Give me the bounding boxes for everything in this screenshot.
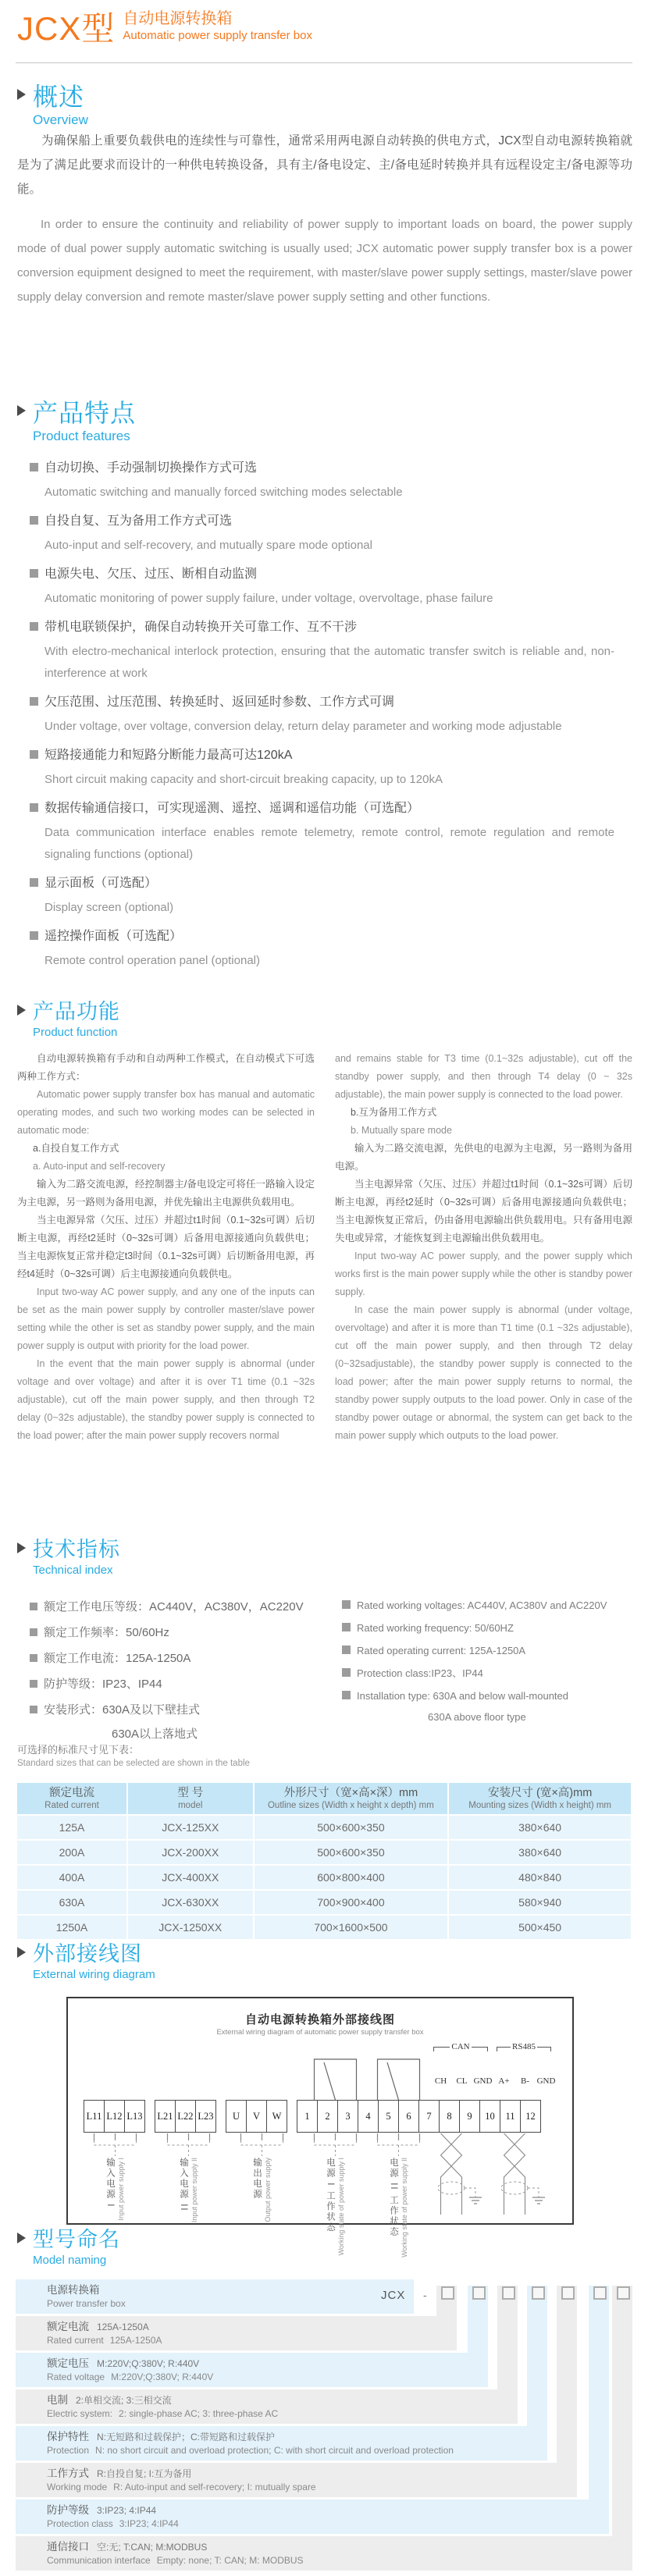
wire-label-cn: 输入电源 I bbox=[105, 2158, 115, 2208]
table-cell: JCX-1250XX bbox=[128, 1916, 253, 1939]
feature-list bbox=[30, 457, 632, 978]
wire-label-en: Output power supply bbox=[264, 2158, 272, 2222]
square-bullet-icon bbox=[30, 1628, 37, 1636]
section-title-cn: 产品功能 bbox=[33, 1000, 120, 1023]
terminal-cell: L12 bbox=[104, 2100, 125, 2133]
technical-text-continuation: 630A以上落地式 bbox=[112, 1727, 198, 1741]
square-bullet-icon bbox=[30, 1680, 37, 1688]
function-column-left bbox=[17, 1050, 315, 1445]
naming-row bbox=[16, 2536, 632, 2571]
feature-text-en: Automatic switching and manually forced switching modes selectable bbox=[45, 486, 403, 499]
naming-row bbox=[16, 2279, 414, 2314]
terminal-cell: 7 bbox=[418, 2100, 440, 2133]
naming-row bbox=[16, 2426, 547, 2460]
technical-item bbox=[30, 1671, 342, 1697]
feature-text-cn: 自动切换、手动强制切换操作方式可选 bbox=[45, 461, 258, 475]
pin-label: CL bbox=[456, 2076, 468, 2086]
feature-text-en: Short circuit making capacity and short-circuit breaking capacity, up to 120kA bbox=[45, 773, 443, 786]
can-label: CAN bbox=[451, 2042, 470, 2051]
table-header-cell bbox=[255, 1783, 448, 1814]
terminal-cell: 4 bbox=[358, 2100, 379, 2133]
square-bullet-icon bbox=[30, 622, 38, 631]
naming-label-en: Rated voltage bbox=[47, 2371, 105, 2382]
function-column-right bbox=[335, 1050, 632, 1445]
wire-label-en: Input power supply I bbox=[117, 2158, 125, 2221]
table-header-cell bbox=[449, 1783, 631, 1814]
technical-text: 安装形式：630A及以下壁挂式 bbox=[44, 1703, 201, 1717]
function-paragraph: In the event that the main power supply is abnormal (under voltage and over voltage) and after it is over T1 time (0.1 ~32s adjustable), cut off the main power supply, and then through T2 delay (0~32s adjustable), the standby power supply is connected to the load power; after the main power supply recovers normal bbox=[17, 1358, 315, 1441]
diagram-title-cn: 自动电源转换箱外部接线图 bbox=[244, 2014, 395, 2026]
function-paragraph: b. Mutually spare mode bbox=[351, 1125, 452, 1136]
feature-item bbox=[30, 691, 632, 738]
section-title-cn: 产品特点 bbox=[33, 399, 137, 427]
terminal-cell: L11 bbox=[84, 2100, 105, 2133]
section-marker-icon bbox=[17, 89, 26, 100]
section-features-heading bbox=[17, 400, 136, 444]
section-marker-icon bbox=[17, 1005, 26, 1016]
technical-item bbox=[342, 1639, 632, 1662]
product-model-title: JCX型 bbox=[17, 10, 116, 47]
twisted-pair-icon bbox=[493, 2133, 557, 2215]
naming-row bbox=[16, 2389, 518, 2424]
feature-text-en: Remote control operation panel (optional) bbox=[45, 954, 260, 967]
bracket-line bbox=[537, 2047, 551, 2051]
naming-label-cn: 保护特性 bbox=[47, 2431, 89, 2443]
feature-item bbox=[30, 872, 632, 919]
table-row bbox=[17, 1866, 631, 1889]
table-cell: 200A bbox=[17, 1841, 126, 1864]
function-paragraph: 自动电源转换箱有手动和自动两种工作模式，在自动模式下可选两种工作方式： bbox=[17, 1053, 315, 1082]
feature-text-cn: 显示面板（可选配） bbox=[45, 877, 158, 890]
table-cell: 480×840 bbox=[449, 1866, 631, 1889]
section-title-cn: 外部接线图 bbox=[33, 1942, 142, 1966]
square-bullet-icon bbox=[30, 697, 38, 706]
section-wiring-heading bbox=[17, 1944, 155, 1981]
feature-text-cn: 数据传输通信接口，可实现遥测、遥控、遥调和遥信功能（可选配） bbox=[45, 802, 420, 815]
section-title-en: Product function bbox=[33, 1026, 118, 1039]
terminal-cell: 6 bbox=[398, 2100, 419, 2133]
model-code-box bbox=[532, 2286, 545, 2300]
section-naming-heading bbox=[17, 2229, 120, 2267]
function-paragraph: 输入为二路交流电源，经控制器主/备电设定可将任一路输入设定为主电源，另一路则为备用电源，并优先输出主电源供负载用电。 bbox=[17, 1179, 315, 1208]
feature-text-en: Automatic monitoring of power supply failure, under voltage, overvoltage, phase failure bbox=[45, 592, 493, 605]
feature-text-cn: 欠压范围、过压范围、转换延时、返回延时参数、工作方式可调 bbox=[45, 696, 395, 709]
table-cell: 380×640 bbox=[449, 1816, 631, 1839]
square-bullet-icon bbox=[30, 1603, 37, 1610]
table-row bbox=[17, 1916, 631, 1939]
naming-label-cn: 额定电压 bbox=[47, 2357, 89, 2369]
bracket-line bbox=[433, 2047, 450, 2051]
rs485-label: RS485 bbox=[512, 2042, 536, 2051]
section-marker-icon bbox=[17, 405, 26, 416]
square-bullet-icon bbox=[30, 516, 38, 525]
section-function-heading bbox=[17, 1002, 120, 1039]
model-code-box bbox=[593, 2286, 607, 2300]
size-note-en: Standard sizes that can be selected are shown in the table bbox=[17, 1759, 250, 1768]
overview-body bbox=[17, 129, 632, 309]
relay-contact-icon bbox=[367, 2048, 430, 2100]
twisted-pair-icon bbox=[430, 2133, 493, 2215]
terminal-group-output bbox=[226, 2100, 287, 2133]
table-cell: 700×1600×500 bbox=[255, 1916, 448, 1939]
terminal-cell: V bbox=[246, 2100, 267, 2133]
technical-item bbox=[30, 1594, 342, 1620]
feature-text-en: With electro-mechanical interlock protection, ensuring that the automatic transfer switch is reliable and, non-interference at work bbox=[45, 645, 614, 680]
product-title-en: Automatic power supply transfer box bbox=[123, 29, 312, 42]
naming-value-en: 3:IP23; 4:IP44 bbox=[119, 2518, 179, 2529]
header-en: Mounting sizes (Width x height) mm bbox=[468, 1801, 612, 1810]
square-bullet-icon bbox=[30, 931, 38, 940]
technical-text: Rated working voltages: AC440V, AC380V and AC220V bbox=[357, 1599, 607, 1611]
table-cell: 125A bbox=[17, 1816, 126, 1839]
technical-columns bbox=[30, 1594, 632, 1746]
wire-label-group bbox=[304, 2133, 367, 2255]
model-dash: - bbox=[423, 2289, 427, 2301]
square-bullet-icon bbox=[30, 878, 38, 887]
naming-row bbox=[16, 2353, 488, 2387]
terminal-cell: W bbox=[266, 2100, 287, 2133]
technical-text: Rated operating current: 125A-1250A bbox=[357, 1645, 526, 1656]
header-en: Rated current bbox=[45, 1801, 99, 1810]
terminal-strip bbox=[84, 2100, 540, 2133]
section-title-cn: 概述 bbox=[33, 83, 85, 111]
terminal-cell: 1 bbox=[297, 2100, 318, 2133]
wire-label-en: Working state of power supply I bbox=[337, 2158, 345, 2256]
terminal-cell: L22 bbox=[175, 2100, 196, 2133]
naming-row bbox=[16, 2500, 609, 2534]
table-cell: 600×800×400 bbox=[255, 1866, 448, 1889]
table-cell: 380×640 bbox=[449, 1841, 631, 1864]
naming-value-en: M:220V;Q:380V; R:440V bbox=[111, 2371, 214, 2382]
terminal-cell: 8 bbox=[439, 2100, 460, 2133]
header-divider bbox=[16, 62, 632, 63]
section-title-cn: 型号命名 bbox=[33, 2228, 120, 2251]
terminal-cell: L23 bbox=[195, 2100, 216, 2133]
naming-row bbox=[16, 2316, 457, 2350]
feature-text-cn: 遥控操作面板（可选配） bbox=[45, 930, 183, 943]
terminal-group-input2 bbox=[155, 2100, 215, 2133]
naming-label-cn: 通信接口 bbox=[47, 2541, 89, 2553]
pin-label: CH bbox=[434, 2076, 447, 2086]
naming-value-en: N: no short circuit and overload protection; C: with short circuit and overload protection bbox=[95, 2445, 454, 2456]
table-cell: JCX-125XX bbox=[128, 1816, 253, 1839]
model-code-box bbox=[472, 2286, 486, 2300]
technical-text: Rated working frequency: 50/60HZ bbox=[357, 1622, 514, 1634]
wire-stub-icon bbox=[230, 2133, 294, 2157]
table-header-cell bbox=[17, 1783, 126, 1814]
relay-contact-icon bbox=[304, 2048, 367, 2100]
feature-text-en: Data communication interface enables remote telemetry, remote control, remote regulation and remote signaling functions (optional) bbox=[45, 826, 614, 861]
feature-text-cn: 短路接通能力和短路分断能力最高可达120kA bbox=[45, 749, 293, 762]
header-cn: 外形尺寸（宽×高×深）mm bbox=[283, 1787, 418, 1799]
pin-label: B- bbox=[521, 2076, 529, 2086]
square-bullet-icon bbox=[30, 1706, 37, 1713]
model-code-box bbox=[561, 2286, 575, 2300]
naming-value-cn: 空:无; T:CAN; M:MODBUS bbox=[97, 2542, 208, 2553]
function-paragraph: a. Auto-input and self-recovery bbox=[33, 1161, 166, 1172]
product-title-block bbox=[123, 9, 312, 44]
table-cell: JCX-200XX bbox=[128, 1841, 253, 1864]
feature-item bbox=[30, 616, 632, 685]
wire-label-cn: 输入电源 II bbox=[179, 2158, 188, 2212]
table-header-cell bbox=[128, 1783, 253, 1814]
naming-value-en: R: Auto-input and self-recovery; I: mutually spare bbox=[113, 2482, 316, 2492]
table-cell: JCX-630XX bbox=[128, 1891, 253, 1914]
naming-label-en: Working mode bbox=[47, 2482, 108, 2492]
square-bullet-icon bbox=[30, 1654, 37, 1662]
wire-label-group bbox=[367, 2133, 430, 2258]
header-en: model bbox=[178, 1801, 203, 1810]
terminal-cell: 10 bbox=[479, 2100, 500, 2133]
section-marker-icon bbox=[17, 1947, 26, 1958]
model-code-box bbox=[502, 2286, 515, 2300]
terminal-cell: 5 bbox=[378, 2100, 399, 2133]
wire-label-cn: 输出电源 bbox=[252, 2158, 262, 2200]
section-technical-heading bbox=[17, 1539, 120, 1577]
terminal-cell: L21 bbox=[155, 2100, 176, 2133]
function-paragraph: b.互为备用工作方式 bbox=[351, 1107, 437, 1118]
square-bullet-icon bbox=[342, 1668, 351, 1677]
section-title-en: External wiring diagram bbox=[33, 1968, 155, 1981]
table-cell: 700×900×400 bbox=[255, 1891, 448, 1914]
header-cn: 安装尺寸 (宽×高)mm bbox=[487, 1787, 593, 1799]
naming-label-cn: 工作方式 bbox=[47, 2467, 89, 2479]
feature-item bbox=[30, 925, 632, 972]
pin-label: GND bbox=[536, 2076, 556, 2086]
wire-label-en: Input power supply II bbox=[190, 2158, 198, 2223]
feature-text-cn: 自投自复、互为备用工作方式可选 bbox=[45, 514, 233, 528]
feature-text-en: Under voltage, over voltage, conversion delay, return delay parameter and working mode adjustable bbox=[45, 720, 562, 733]
size-note bbox=[17, 1742, 250, 1770]
table-row bbox=[17, 1816, 631, 1839]
naming-value-cn: M:220V;Q:380V; R:440V bbox=[97, 2358, 200, 2369]
wire-label-en: Working state of power supply II bbox=[401, 2158, 408, 2258]
terminal-cell: 2 bbox=[317, 2100, 338, 2133]
model-prefix: JCX bbox=[381, 2289, 406, 2302]
bracket-line bbox=[472, 2047, 488, 2051]
table-cell: 500×450 bbox=[449, 1916, 631, 1939]
feature-item bbox=[30, 744, 632, 791]
ladder-strip bbox=[612, 2286, 632, 2536]
feature-text-cn: 带机电联锁保护，确保自动转换开关可靠工作、互不干涉 bbox=[45, 621, 358, 634]
function-paragraph: and remains stable for T3 time (0.1~32s adjustable), cut off the standby power supply, and then through T4 delay (0 ~ 32s adjustable), the main power supply is connected to the load power. bbox=[335, 1053, 632, 1100]
naming-label-cn: 防护等级 bbox=[47, 2504, 89, 2516]
naming-label-en: Rated current bbox=[47, 2335, 104, 2346]
overview-paragraph-en: In order to ensure the continuity and reliability of power supply to important loads on board, the power supply mode of dual power supply automatic switching is usually used; JCX automatic power supply transfer box is a power conversion equipment designed to meet the requirement, with master/slave power supply settings, master/slave power supply delay conversion and remote master/slave power supply setting and other functions. bbox=[17, 218, 632, 304]
technical-text: 额定工作电流：125A-1250A bbox=[44, 1652, 191, 1665]
terminal-cell: U bbox=[226, 2100, 247, 2133]
section-title-en: Technical index bbox=[33, 1564, 113, 1577]
wire-label-cn: 电源 II 工作状态 bbox=[389, 2158, 398, 2237]
wire-stub-icon bbox=[367, 2133, 430, 2157]
terminal-group-input1 bbox=[84, 2100, 144, 2133]
bracket-line bbox=[497, 2047, 511, 2051]
overview-paragraph-cn: 为确保船上重要负载供电的连续性与可靠性，通常采用两电源自动转换的供电方式，JCX型自动电源转换箱就是为了满足此要求而设计的一种供电转换设备，具有主/备电设定、主/备电延时转换并具有远程设定主/备电源等功能。 bbox=[17, 134, 632, 196]
wire-label-group bbox=[157, 2133, 220, 2222]
feature-item bbox=[30, 510, 632, 557]
can-bracket bbox=[433, 2042, 488, 2058]
square-bullet-icon bbox=[342, 1691, 351, 1699]
feature-text-en: Auto-input and self-recovery, and mutually spare mode optional bbox=[45, 539, 372, 552]
feature-text-cn: 电源失电、欠压、过压、断相自动监测 bbox=[45, 568, 258, 581]
technical-text: 额定工作频率：50/60Hz bbox=[44, 1626, 169, 1639]
technical-text: Installation type: 630A and below wall-mounted bbox=[357, 1690, 569, 1702]
function-columns bbox=[17, 1050, 632, 1445]
page-header bbox=[17, 9, 312, 45]
section-overview-heading bbox=[17, 84, 88, 128]
square-bullet-icon bbox=[30, 463, 38, 471]
table-cell: 580×940 bbox=[449, 1891, 631, 1914]
table-header-row bbox=[17, 1783, 631, 1814]
square-bullet-icon bbox=[342, 1623, 351, 1631]
function-paragraph: 输入为二路交流电源，先供电的电源为主电源，另一路则为备用电源。 bbox=[335, 1143, 632, 1172]
pin-label: A+ bbox=[498, 2076, 510, 2086]
terminal-cell: 9 bbox=[459, 2100, 480, 2133]
technical-item bbox=[30, 1697, 342, 1723]
function-paragraph: 当主电源异常（欠压、过压）并超过t1时间（0.1~32s可调）后切断主电源，再经t2延时（0~32s可调）后备用电源接通向负载供电；当主电源恢复正常并稳定t3时间（0.1~32s可调）后切断备用电源，再经t4延时（0~32s可调）后主电源接通向负载供电。 bbox=[17, 1215, 315, 1279]
function-paragraph: Automatic power supply transfer box has manual and automatic operating modes, and such two working modes can be selected in automatic mode: bbox=[17, 1089, 315, 1136]
product-title-cn: 自动电源转换箱 bbox=[123, 10, 233, 27]
wire-stub-icon bbox=[157, 2133, 220, 2157]
technical-text: 防护等级：IP23、IP44 bbox=[44, 1678, 162, 1691]
wire-label-group bbox=[230, 2133, 294, 2222]
ladder-strip bbox=[589, 2286, 609, 2500]
terminal-cell: 3 bbox=[337, 2100, 358, 2133]
section-title-en: Product features bbox=[33, 429, 130, 443]
naming-value-cn: R:自投自复; I:互为备用 bbox=[97, 2468, 192, 2479]
naming-label-en: Electric system: bbox=[47, 2408, 113, 2419]
naming-value-cn: 125A-1250A bbox=[97, 2322, 149, 2332]
feature-item bbox=[30, 563, 632, 610]
table-cell: JCX-400XX bbox=[128, 1866, 253, 1889]
table-cell: 500×600×350 bbox=[255, 1841, 448, 1864]
naming-value-en: 2: single-phase AC; 3: three-phase AC bbox=[119, 2408, 279, 2419]
square-bullet-icon bbox=[30, 569, 38, 578]
naming-label-en: Communication interface bbox=[47, 2555, 151, 2566]
table-cell: 500×600×350 bbox=[255, 1816, 448, 1839]
function-paragraph: Input two-way AC power supply, and the power supply which works first is the main power supply while the other is standby power supply. bbox=[335, 1251, 632, 1297]
technical-item bbox=[342, 1594, 632, 1617]
naming-label-cn: 电源转换箱 bbox=[47, 2284, 100, 2296]
function-paragraph: a.自投自复工作方式 bbox=[33, 1143, 119, 1154]
header-cn: 额定电流 bbox=[48, 1787, 94, 1799]
model-code-box bbox=[441, 2286, 454, 2300]
technical-text: Protection class:IP23、IP44 bbox=[357, 1667, 483, 1679]
table-cell: 1250A bbox=[17, 1916, 126, 1939]
naming-label-cn: 电制 bbox=[47, 2394, 68, 2406]
wire-stub-icon bbox=[84, 2133, 147, 2157]
square-bullet-icon bbox=[30, 750, 38, 759]
ladder-strip bbox=[527, 2286, 547, 2426]
pin-label: GND bbox=[473, 2076, 493, 2086]
table-cell: 630A bbox=[17, 1891, 126, 1914]
ladder-strip bbox=[557, 2286, 577, 2463]
section-marker-icon bbox=[17, 2233, 26, 2243]
feature-item bbox=[30, 797, 632, 866]
model-naming-ladder bbox=[16, 2279, 632, 2571]
naming-value-cn: 3:IP23; 4:IP44 bbox=[97, 2505, 157, 2516]
technical-item bbox=[30, 1646, 342, 1671]
naming-row bbox=[16, 2463, 577, 2497]
feature-text-en: Display screen (optional) bbox=[45, 901, 174, 914]
square-bullet-icon bbox=[342, 1600, 351, 1609]
section-title-en: Model naming bbox=[33, 2254, 107, 2267]
technical-column-en bbox=[342, 1594, 632, 1746]
size-note-cn: 可选择的标准尺寸见下表： bbox=[17, 1744, 140, 1756]
section-marker-icon bbox=[17, 1542, 26, 1553]
naming-value-en: 125A-1250A bbox=[109, 2335, 162, 2346]
ladder-strip bbox=[497, 2286, 518, 2389]
header-cn: 型 号 bbox=[177, 1787, 204, 1799]
header-en: Outline sizes (Width x height x depth) mm bbox=[267, 1801, 434, 1810]
wire-label-group bbox=[84, 2133, 147, 2221]
rs485-bracket bbox=[497, 2042, 551, 2058]
model-code-box bbox=[617, 2286, 630, 2300]
function-paragraph: In case the main power supply is abnormal (under voltage, overvoltage) and after it is more than T1 time (0.1 ~32s adjustable), cut off the main power supply, and then through T2 delay (0~32sadjustable), the standby power supply is connected to the load power; after the main power supply returns to normal, the standby power supply outputs to the load power. Only in case of the standby power outage or abnormal, the system can get back to the main power supply which outputs to the load power. bbox=[335, 1304, 632, 1441]
technical-item bbox=[342, 1662, 632, 1685]
section-title-cn: 技术指标 bbox=[33, 1538, 120, 1561]
technical-column-cn bbox=[30, 1594, 342, 1746]
technical-text-continuation: 630A above floor type bbox=[428, 1711, 526, 1723]
standard-size-table bbox=[16, 1781, 632, 1941]
naming-value-cn: N:无短路和过载保护；C:带短路和过载保护 bbox=[97, 2432, 276, 2443]
naming-label-cn: 额定电流 bbox=[47, 2321, 89, 2332]
technical-item bbox=[342, 1617, 632, 1639]
function-paragraph: 当主电源异常（欠压、过压）并超过t1时间（0.1~32s可调）后切断主电源，再经t2延时（0~32s可调）后备用电源接通向负载供电；当主电源恢复正常后，仍由备用电源输出供负载用电。只有备用电源失电或异常，才能恢复到主电源输出供负载用电。 bbox=[335, 1179, 632, 1244]
naming-value-en: Empty: none; T: CAN; M: MODBUS bbox=[156, 2555, 304, 2566]
wire-label-cn: 电源 I 工作状态 bbox=[326, 2158, 335, 2233]
table-row bbox=[17, 1891, 631, 1914]
section-title-en: Overview bbox=[33, 112, 88, 127]
terminal-cell: 12 bbox=[520, 2100, 541, 2133]
function-paragraph: Input two-way AC power supply, and any one of the inputs can be set as the main power supply by controller master/slave power setting while the other is set as standby power supply, and the main power supply is output with priority for the load power. bbox=[17, 1286, 315, 1351]
diagram-title-en: External wiring diagram of automatic power supply transfer box bbox=[216, 2028, 424, 2037]
square-bullet-icon bbox=[30, 803, 38, 812]
feature-item bbox=[30, 457, 632, 503]
wire-stub-icon bbox=[304, 2133, 367, 2157]
terminal-cell: 11 bbox=[500, 2100, 521, 2133]
technical-item bbox=[30, 1620, 342, 1646]
naming-label-en: Power transfer box bbox=[47, 2298, 126, 2309]
terminal-group-signals bbox=[297, 2100, 540, 2133]
naming-label-en: Protection class bbox=[47, 2518, 113, 2529]
table-cell: 400A bbox=[17, 1866, 126, 1889]
naming-label-en: Protection bbox=[47, 2445, 90, 2456]
naming-value-cn: 2:单相交流; 3:三相交流 bbox=[76, 2395, 172, 2406]
table-row bbox=[17, 1841, 631, 1864]
square-bullet-icon bbox=[342, 1646, 351, 1654]
technical-text: 额定工作电压等级：AC440V，AC380V，AC220V bbox=[44, 1600, 304, 1614]
terminal-cell: L13 bbox=[124, 2100, 145, 2133]
technical-item bbox=[342, 1685, 632, 1707]
